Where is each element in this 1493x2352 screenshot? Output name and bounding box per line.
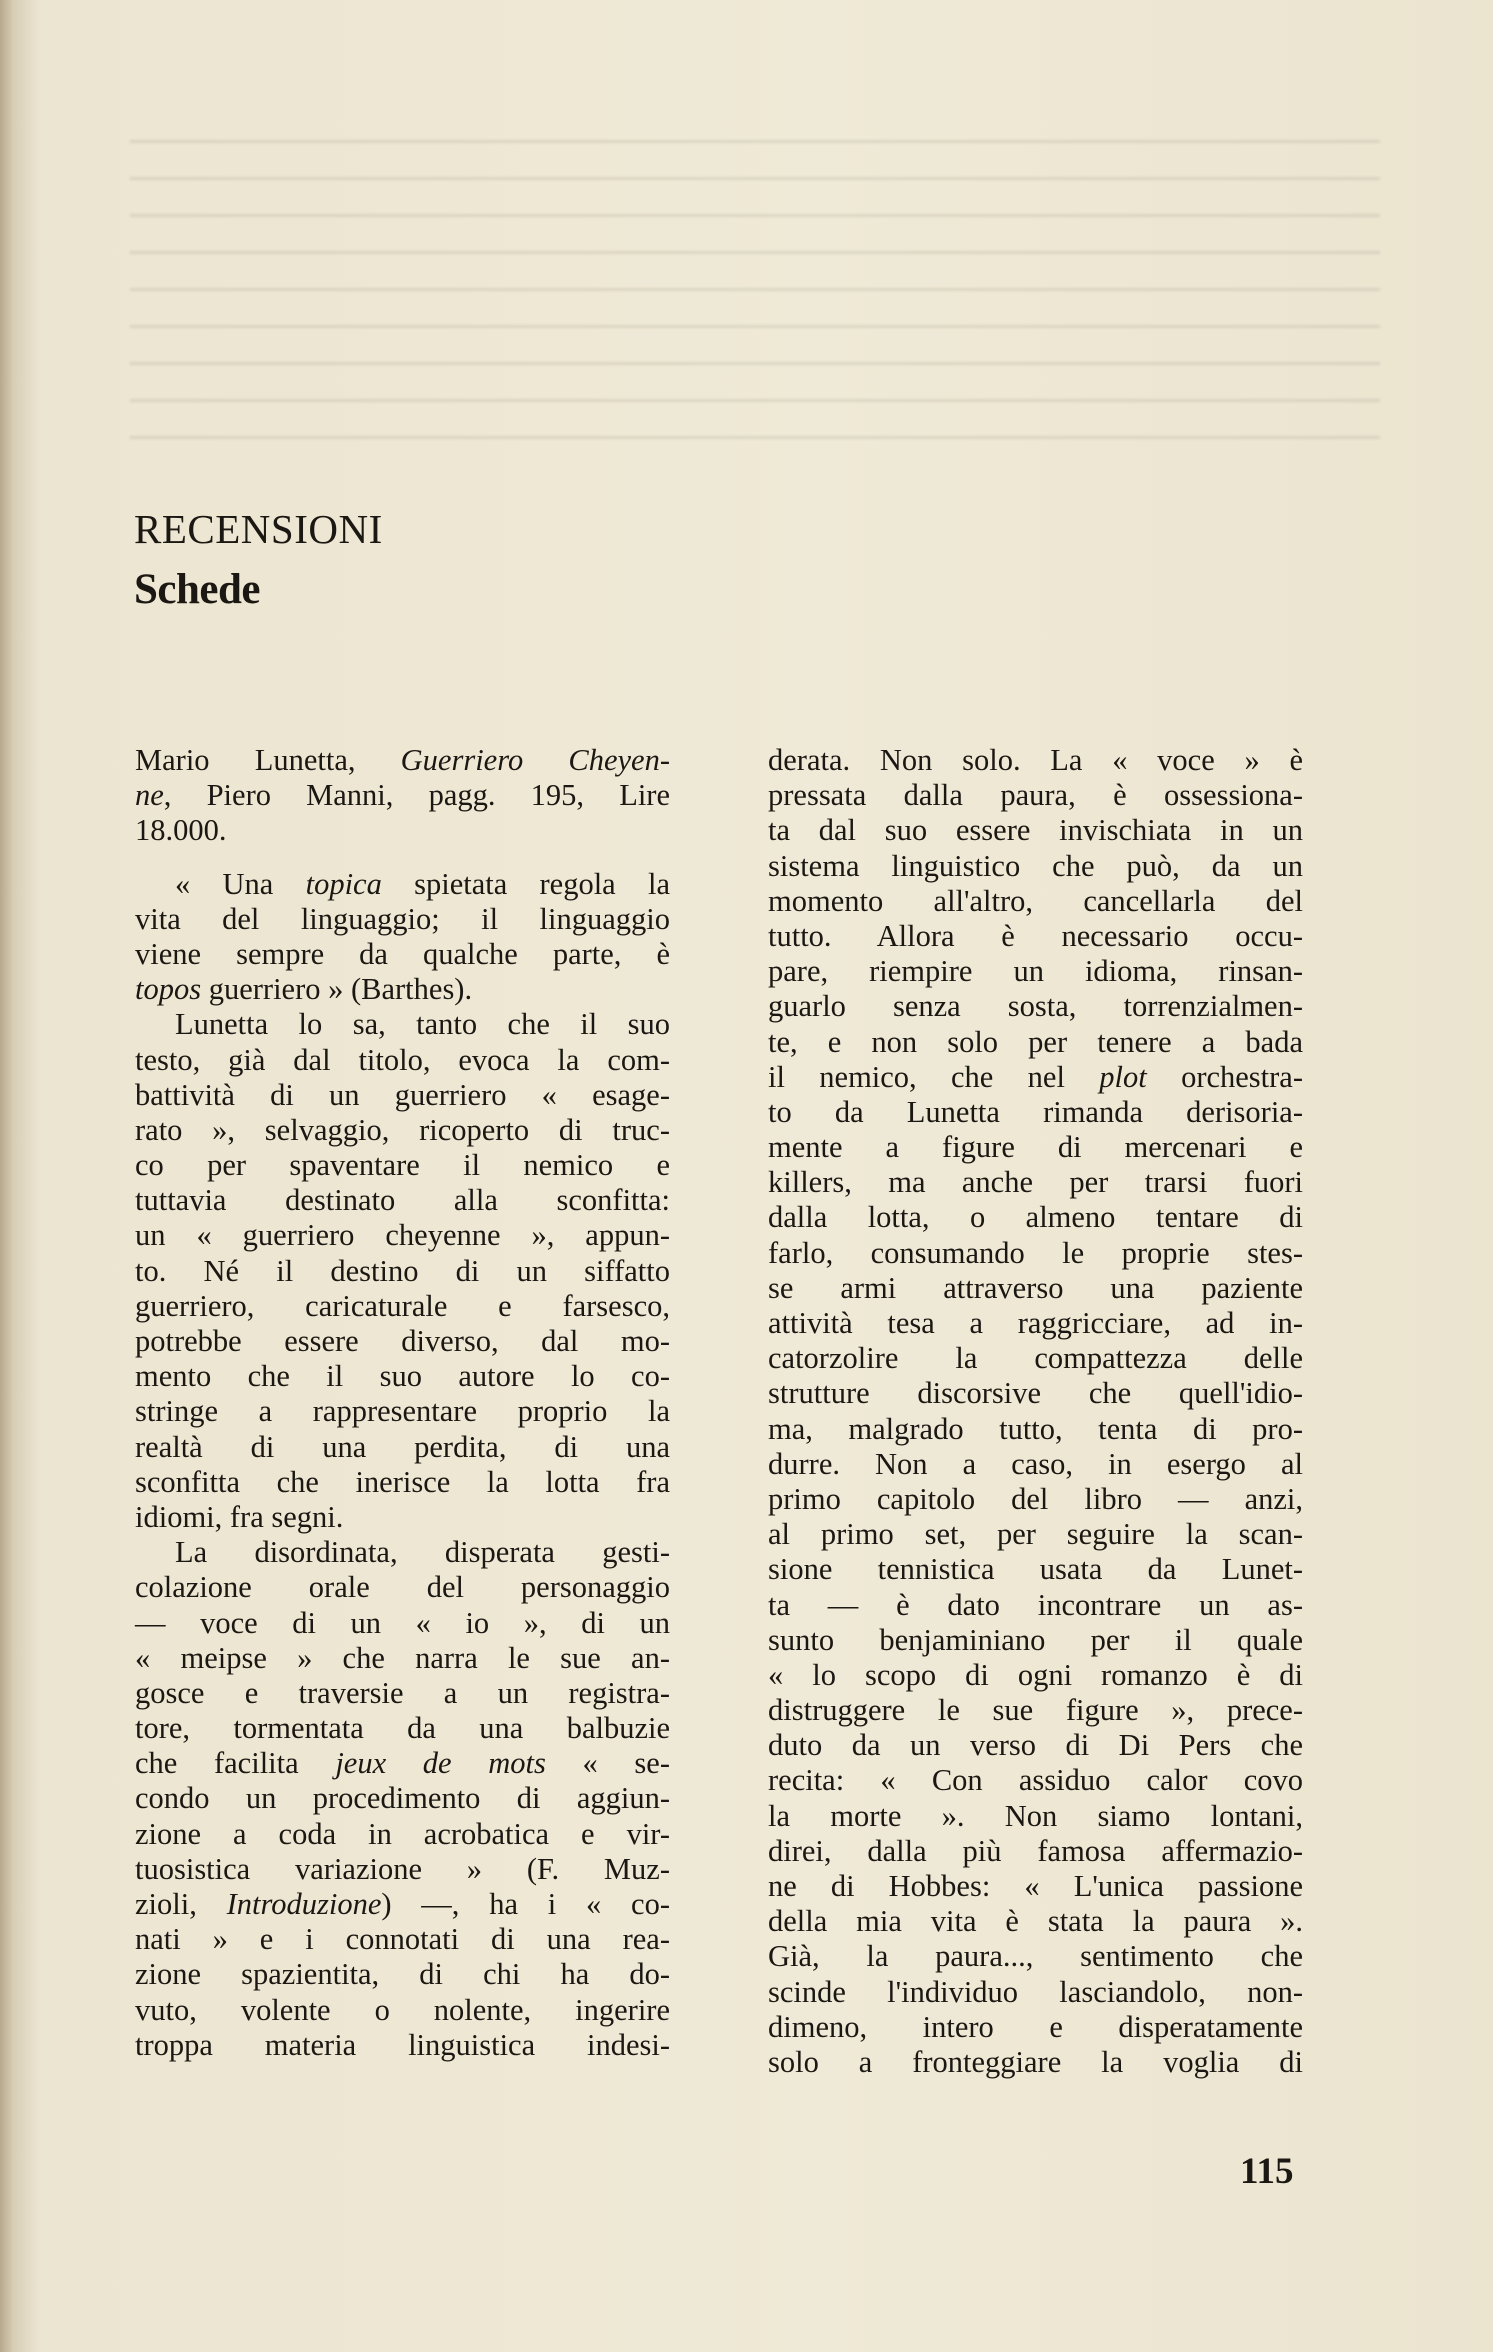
text-line: tore, tormentata da una balbuzie	[135, 1711, 670, 1746]
text-line: co per spaventare il nemico e	[135, 1148, 670, 1183]
text-line: dalla lotta, o almeno tentare di	[768, 1200, 1303, 1235]
text-line: un « guerriero cheyenne », appun-	[135, 1218, 670, 1253]
text-line: viene sempre da qualche parte, è	[135, 936, 670, 971]
text-line: la morte ». Non siamo lontani,	[768, 1798, 1303, 1833]
right-column	[768, 743, 1303, 2080]
text-line: pare, riempire un idioma, rinsan-	[768, 954, 1303, 989]
page-number: 115	[1240, 2151, 1294, 2192]
italic-text: Guerriero Cheyen-	[400, 743, 670, 777]
text-line: sunto benjaminiano per il quale	[768, 1622, 1303, 1657]
text-line: topos guerriero » (Barthes).	[135, 972, 473, 1007]
text-line: « lo scopo di ogni romanzo è di	[768, 1657, 1303, 1692]
text-line: potrebbe essere diverso, dal mo-	[135, 1324, 670, 1358]
text-line: zione a coda in acrobatica e vir-	[135, 1816, 670, 1851]
text-line: nati » e i connotati di una rea-	[135, 1922, 670, 1957]
subsection-heading: Schede	[134, 566, 260, 613]
text-line: al primo set, per seguire la scan-	[768, 1517, 1303, 1552]
text-line: mento che il suo autore lo co-	[135, 1359, 670, 1394]
text-line: — voce di un « io », di un	[135, 1605, 670, 1640]
text-line: realtà di una perdita, di una	[135, 1429, 670, 1464]
text-line: che facilita jeux de mots « se-	[135, 1746, 670, 1781]
text-line: tuttavia destinato alla sconfitta:	[135, 1183, 670, 1218]
text-line: ta — è dato incontrare un as-	[768, 1587, 1303, 1622]
text-line: vuto, volente o nolente, ingerire	[135, 1992, 670, 2027]
text-line: to da Lunetta rimanda derisoria-	[768, 1094, 1303, 1129]
text-line: stringe a rappresentare proprio la	[135, 1394, 670, 1429]
text-line: catorzolire la compattezza delle	[768, 1341, 1303, 1376]
text-line: recita: « Con assiduo calor covo	[768, 1763, 1303, 1798]
italic-text: jeux de mots	[335, 1746, 546, 1781]
italic-text: plot	[1099, 1059, 1147, 1094]
text-line: il nemico, che nel plot orchestra-	[768, 1059, 1303, 1094]
text-line: ne di Hobbes: « L'unica passione	[768, 1869, 1303, 1903]
text-line: to. Né il destino di un siffatto	[135, 1253, 670, 1288]
left-column	[135, 743, 670, 2063]
text-line: vita del linguaggio; il linguaggio	[135, 901, 670, 936]
text-line: se armi attraverso una paziente	[768, 1270, 1303, 1305]
text-line: Lunetta lo sa, tanto che il suo	[175, 1007, 670, 1042]
text-line: primo capitolo del libro — anzi,	[768, 1481, 1303, 1516]
text-line: distruggere le sue figure », prece-	[768, 1693, 1303, 1728]
text-line: zioli, Introduzione) —, ha i « co-	[135, 1887, 670, 1921]
text-line: ta dal suo essere invischiata in un	[768, 813, 1303, 848]
text-line: strutture discorsive che quell'idio-	[768, 1376, 1303, 1411]
text-line: te, e non solo per tenere a bada	[768, 1024, 1303, 1059]
text-line: zione spazientita, di chi ha do-	[135, 1957, 670, 1992]
show-through-text	[130, 110, 1380, 440]
text-line: durre. Non a caso, in esergo al	[768, 1446, 1303, 1481]
text-line: direi, dalla più famosa affermazio-	[768, 1833, 1303, 1868]
text-line: scinde l'individuo lasciandolo, non-	[768, 1974, 1303, 2009]
text-line: 18.000.	[135, 813, 227, 848]
text-line: farlo, consumando le proprie stes-	[768, 1235, 1303, 1270]
text-line: duto da un verso di Di Pers che	[768, 1728, 1303, 1763]
section-heading: RECENSIONI	[134, 506, 383, 552]
italic-text: topica	[305, 866, 382, 901]
italic-text: Introduzione	[226, 1887, 382, 1921]
italic-text: topos	[135, 972, 202, 1007]
text-line: guarlo senza sosta, torrenzialmen-	[768, 989, 1303, 1024]
text-line: condo un procedimento di aggiun-	[135, 1781, 670, 1816]
text-line: troppa materia linguistica indesi-	[135, 2027, 670, 2062]
text-line: ne, Piero Manni, pagg. 195, Lire	[135, 778, 670, 813]
text-line: dimeno, intero e disperatamente	[768, 2009, 1303, 2044]
text-line: momento all'altro, cancellarla del	[768, 883, 1303, 918]
text-line: gosce e traversie a un registra-	[135, 1675, 670, 1710]
text-line: solo a fronteggiare la voglia di	[768, 2044, 1303, 2079]
text-line: sconfitta che inerisce la lotta fra	[135, 1464, 670, 1499]
text-line: mente a figure di mercenari e	[768, 1130, 1303, 1165]
text-line: della mia vita è stata la paura ».	[768, 1904, 1303, 1939]
text-line: battività di un guerriero « esage-	[135, 1077, 670, 1112]
text-line: guerriero, caricaturale e farsesco,	[135, 1288, 670, 1323]
text-line: La disordinata, disperata gesti-	[175, 1535, 670, 1570]
text-line: tuosistica variazione » (F. Muz-	[135, 1851, 670, 1886]
text-line: attività tesa a raggricciare, ad in-	[768, 1306, 1303, 1340]
text-line: sione tennistica usata da Lunet-	[768, 1552, 1303, 1587]
paragraph-gap	[135, 849, 670, 867]
text-line: « meipse » che narra le sue an-	[135, 1640, 670, 1675]
italic-text: ne	[135, 778, 164, 813]
text-line: Mario Lunetta, Guerriero Cheyen-	[135, 743, 670, 777]
text-line: derata. Non solo. La « voce » è	[768, 743, 1303, 777]
text-line: rato », selvaggio, ricoperto di truc-	[135, 1112, 670, 1147]
text-line: « Una topica spietata regola la	[175, 866, 670, 901]
text-line: tutto. Allora è necessario occu-	[768, 918, 1303, 953]
text-line: Già, la paura..., sentimento che	[768, 1939, 1303, 1974]
text-line: pressata dalla paura, è ossessiona-	[768, 778, 1303, 813]
text-line: colazione orale del personaggio	[135, 1570, 670, 1605]
text-line: sistema linguistico che può, da un	[768, 848, 1303, 883]
text-line: ma, malgrado tutto, tenta di pro-	[768, 1411, 1303, 1446]
text-line: killers, ma anche per trarsi fuori	[768, 1165, 1303, 1200]
text-line: testo, già dal titolo, evoca la com-	[135, 1042, 670, 1077]
text-line: idiomi, fra segni.	[135, 1499, 344, 1534]
